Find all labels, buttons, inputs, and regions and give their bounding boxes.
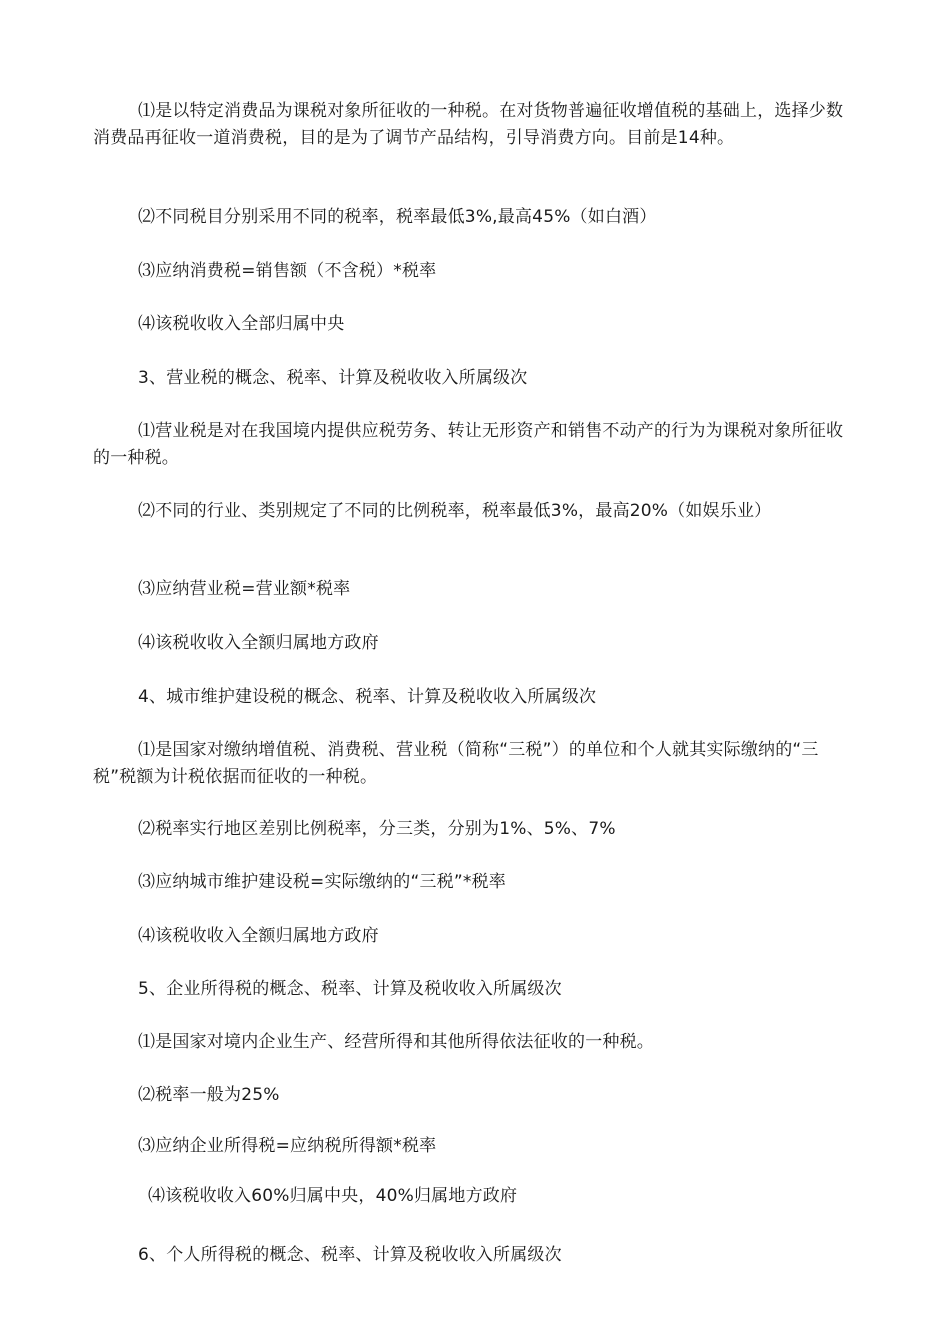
- heading-business-tax: 3、营业税的概念、税率、计算及税收收入所属级次: [138, 368, 528, 388]
- heading-urban-maintenance-tax: 4、城市维护建设税的概念、税率、计算及税收收入所属级次: [138, 687, 597, 707]
- heading-enterprise-income-tax: 5、企业所得税的概念、税率、计算及税收收入所属级次: [138, 979, 562, 999]
- paragraph-consumption-tax-attribution: ⑷该税收收入全部归属中央: [138, 314, 345, 334]
- paragraph-enterprise-income-tax-definition: ⑴是国家对境内企业生产、经营所得和其他所得依法征收的一种税。: [138, 1032, 654, 1052]
- paragraph-enterprise-income-tax-attribution: ⑷该税收收入60%归属中央，40%归属地方政府: [148, 1186, 518, 1206]
- paragraph-business-tax-rate: ⑵不同的行业、类别规定了不同的比例税率，税率最低3%，最高20%（如娱乐业）: [138, 501, 772, 521]
- paragraph-urban-maintenance-tax-definition: ⑴是国家对缴纳增值税、消费税、营业税（简称“三税”）的单位和个人就其实际缴纳的“三税”税额为计税依据而征收的一种税。: [93, 740, 819, 787]
- paragraph-consumption-tax-rate: ⑵不同税目分别采用不同的税率，税率最低3%,最高45%（如白酒）: [138, 207, 657, 227]
- paragraph-enterprise-income-tax-rate: ⑵税率一般为25%: [138, 1085, 280, 1105]
- paragraph-enterprise-income-tax-formula: ⑶应纳企业所得税=应纳税所得额*税率: [138, 1136, 437, 1156]
- paragraph-business-tax-definition: ⑴营业税是对在我国境内提供应税劳务、转让无形资产和销售不动产的行为为课税对象所征收的一种税。: [93, 421, 844, 468]
- paragraph-urban-maintenance-tax-attribution: ⑷该税收收入全额归属地方政府: [138, 926, 379, 946]
- paragraph-urban-maintenance-tax-rate: ⑵税率实行地区差别比例税率，分三类，分别为1%、5%、7%: [138, 819, 616, 839]
- paragraph-consumption-tax-definition: ⑴是以特定消费品为课税对象所征收的一种税。在对货物普遍征收增值税的基础上，选择少数消费品再征收一道消费税，目的是为了调节产品结构，引导消费方向。目前是14种。: [93, 101, 844, 148]
- paragraph-business-tax-formula: ⑶应纳营业税=营业额*税率: [138, 579, 351, 599]
- paragraph-business-tax-attribution: ⑷该税收收入全额归属地方政府: [138, 633, 379, 653]
- paragraph-consumption-tax-formula: ⑶应纳消费税=销售额（不含税）*税率: [138, 261, 437, 281]
- paragraph-urban-maintenance-tax-formula: ⑶应纳城市维护建设税=实际缴纳的“三税”*税率: [138, 872, 506, 892]
- heading-personal-income-tax: 6、个人所得税的概念、税率、计算及税收收入所属级次: [138, 1245, 562, 1265]
